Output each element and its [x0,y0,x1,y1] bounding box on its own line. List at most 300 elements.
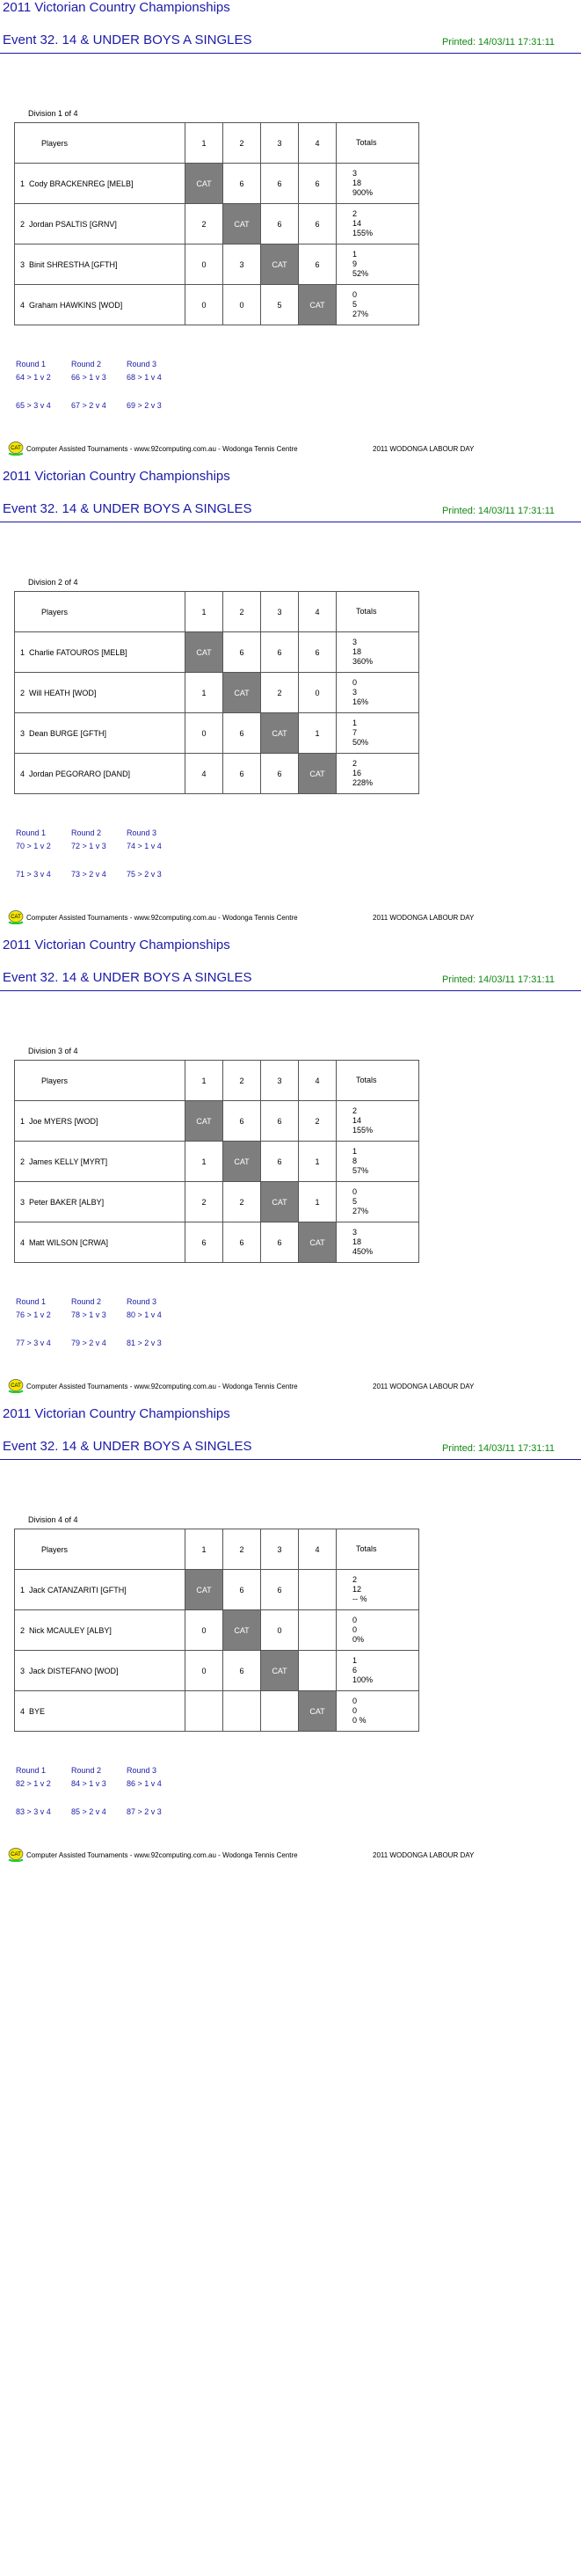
match-link[interactable]: 81 > 2 v 3 [127,1339,162,1347]
player-name [15,244,185,285]
round-heading: Round 2 [71,1297,102,1306]
match-link[interactable]: 72 > 1 v 3 [71,842,106,850]
score-cell: 6 [223,1651,261,1691]
player-row [15,164,419,204]
match-link[interactable]: 67 > 2 v 4 [71,401,106,410]
player-row [15,1142,419,1182]
score-cell: 6 [261,632,299,673]
total-percent: 27% [352,1207,369,1215]
totals-header: Totals [337,1529,419,1570]
score-cell: 6 [223,164,261,204]
self-cell: CAT [223,204,261,244]
player-name [15,713,185,754]
totals-cell [337,1142,419,1182]
page-footer [7,910,578,924]
match-link[interactable]: 65 > 3 v 4 [16,401,51,410]
page-title: 2011 Victorian Country Championships [3,1406,230,1421]
score-cell: 6 [261,1570,299,1610]
player-label: Jack CATANZARITI [GFTH] [29,1585,127,1594]
totals-cell [337,754,419,794]
score-cell: 0 [185,1651,223,1691]
player-label: Will HEATH [WOD] [29,688,97,697]
player-label: Cody BRACKENREG [MELB] [29,179,134,188]
player-label: Nick MCAULEY [ALBY] [29,1625,112,1635]
round-robin-table [14,1529,419,1732]
score-cell: 6 [261,1101,299,1142]
player-number: 2 [20,1157,25,1166]
match-link[interactable]: 79 > 2 v 4 [71,1339,106,1347]
match-link[interactable]: 66 > 1 v 3 [71,373,106,382]
col-header: 1 [185,1529,223,1570]
totals-cell [337,1570,419,1610]
totals-header: Totals [337,123,419,164]
self-cell: CAT [299,1222,337,1263]
footer-event: 2011 WODONGA LABOUR DAY [373,1383,475,1390]
player-name [15,164,185,204]
player-row [15,673,419,713]
cat-logo [7,1848,25,1862]
score-cell [299,1651,337,1691]
score-cell: 0 [299,673,337,713]
total-percent: 900% [352,188,374,197]
score-cell: 5 [261,285,299,325]
round-heading: Round 2 [71,828,102,837]
player-label: Jordan PSALTIS [GRNV] [29,219,117,229]
total-games: 5 [352,300,358,309]
player-row [15,244,419,285]
footer-text: Computer Assisted Tournaments - www.92computing.com.au - Wodonga Tennis Centre [26,445,298,453]
match-link[interactable]: 69 > 2 v 3 [127,401,162,410]
table-header-row [15,123,419,164]
player-label: Matt WILSON [CRWA] [29,1237,109,1247]
total-games: 5 [352,1197,358,1206]
col-header: 1 [185,592,223,632]
total-percent: 50% [352,738,369,747]
player-row [15,285,419,325]
self-cell: CAT [223,1610,261,1651]
player-number: 2 [20,688,25,697]
player-label: Charlie FATOUROS [MELB] [29,647,127,657]
division-label: Division 4 of 4 [28,1515,78,1524]
totals-header: Totals [337,1061,419,1101]
self-cell: CAT [299,754,337,794]
score-cell: 6 [223,713,261,754]
players-header: Players [15,1529,185,1570]
player-row [15,1222,419,1263]
score-cell: 6 [299,632,337,673]
round-heading: Round 1 [16,1297,47,1306]
col-header: 2 [223,1529,261,1570]
header-rule [0,1459,581,1460]
score-cell: 4 [185,754,223,794]
total-wins: 3 [352,1228,358,1237]
player-number: 4 [20,1237,25,1247]
total-games: 9 [352,259,358,268]
cat-logo [7,441,25,456]
totals-cell [337,1182,419,1222]
player-name [15,1610,185,1651]
score-cell: 6 [223,1570,261,1610]
player-number: 3 [20,1197,25,1207]
total-percent: 16% [352,697,369,706]
round-heading: Round 1 [16,828,47,837]
totals-cell [337,1101,419,1142]
match-link[interactable]: 73 > 2 v 4 [71,870,106,879]
players-header: Players [15,592,185,632]
player-row [15,1101,419,1142]
col-header: 2 [223,123,261,164]
score-cell: 0 [185,285,223,325]
cat-logo-text: CAT [11,1852,21,1857]
col-header: 3 [261,1529,299,1570]
player-number: 1 [20,1585,25,1594]
player-name [15,1570,185,1610]
score-cell: 0 [261,1610,299,1651]
score-cell: 2 [299,1101,337,1142]
totals-cell [337,713,419,754]
page-title: 2011 Victorian Country Championships [3,469,230,484]
col-header: 4 [299,1529,337,1570]
player-row [15,713,419,754]
total-percent: 52% [352,269,369,278]
total-percent: 155% [352,229,374,237]
score-cell: 2 [185,204,223,244]
player-row [15,632,419,673]
table-header-row [15,1061,419,1101]
total-percent: 27% [352,310,369,318]
event-title: Event 32. 14 & UNDER BOYS A SINGLES [3,33,252,47]
player-name [15,754,185,794]
page-footer [7,1848,578,1862]
total-wins: 0 [352,678,358,687]
self-cell: CAT [261,1651,299,1691]
score-cell: 6 [299,204,337,244]
match-link[interactable]: 70 > 1 v 2 [16,842,51,850]
division-page-3 [0,938,581,1406]
player-label: Peter BAKER [ALBY] [29,1197,105,1207]
player-name [15,673,185,713]
col-header: 3 [261,1061,299,1101]
footer-text: Computer Assisted Tournaments - www.92computing.com.au - Wodonga Tennis Centre [26,914,298,922]
match-link[interactable]: 78 > 1 v 3 [71,1310,106,1319]
header-rule [0,990,581,991]
total-percent: -- % [352,1594,367,1603]
totals-cell [337,1691,419,1732]
player-number: 2 [20,1625,25,1635]
total-games: 16 [352,769,362,777]
footer-event: 2011 WODONGA LABOUR DAY [373,914,475,922]
totals-cell [337,204,419,244]
cat-logo-text: CAT [11,1383,21,1389]
match-link[interactable]: 80 > 1 v 4 [127,1310,162,1319]
players-header: Players [15,123,185,164]
total-percent: 228% [352,778,374,787]
player-row [15,1610,419,1651]
total-percent: 57% [352,1166,369,1175]
player-number: 4 [20,1706,25,1716]
printed-timestamp: Printed: 14/03/11 17:31:11 [441,974,555,985]
cat-logo [7,910,25,924]
score-cell: 6 [261,1142,299,1182]
total-games: 18 [352,647,362,656]
player-number: 1 [20,647,25,657]
totals-cell [337,285,419,325]
total-percent: 100% [352,1675,374,1684]
player-number: 4 [20,769,25,778]
round-heading: Round 2 [71,1766,102,1775]
score-cell: 6 [261,204,299,244]
round-heading: Round 2 [71,360,102,369]
match-link[interactable]: 68 > 1 v 4 [127,373,162,382]
score-cell: 0 [223,285,261,325]
total-percent: 0% [352,1635,365,1644]
player-name [15,1101,185,1142]
col-header: 4 [299,592,337,632]
score-cell: 2 [185,1182,223,1222]
match-link[interactable]: 87 > 2 v 3 [127,1807,162,1816]
match-link[interactable]: 84 > 1 v 3 [71,1779,106,1788]
total-wins: 0 [352,1187,358,1196]
round-robin-table [14,1060,419,1263]
total-games: 0 [352,1625,358,1634]
self-cell: CAT [261,713,299,754]
totals-cell [337,632,419,673]
total-games: 18 [352,1237,362,1246]
round-heading: Round 3 [127,1766,157,1775]
score-cell: 6 [223,1101,261,1142]
player-label: James KELLY [MYRT] [29,1157,108,1166]
printed-timestamp: Printed: 14/03/11 17:31:11 [441,506,555,516]
score-cell: 2 [261,673,299,713]
footer-text: Computer Assisted Tournaments - www.92computing.com.au - Wodonga Tennis Centre [26,1851,298,1859]
score-cell: 1 [185,673,223,713]
player-label: Binit SHRESTHA [GFTH] [29,259,118,269]
self-cell: CAT [299,1691,337,1732]
total-games: 18 [352,179,362,187]
printed-timestamp: Printed: 14/03/11 17:31:11 [441,37,555,47]
player-name [15,285,185,325]
total-wins: 0 [352,1697,358,1705]
score-cell [261,1691,299,1732]
total-games: 6 [352,1666,358,1675]
score-cell: 1 [299,1142,337,1182]
player-row [15,204,419,244]
total-percent: 155% [352,1126,374,1135]
player-label: Jack DISTEFANO [WOD] [29,1666,119,1675]
total-wins: 2 [352,759,358,768]
player-name [15,632,185,673]
division-label: Division 3 of 4 [28,1047,78,1055]
total-games: 0 [352,1706,358,1715]
score-cell [185,1691,223,1732]
self-cell: CAT [223,1142,261,1182]
match-link[interactable]: 75 > 2 v 3 [127,870,162,879]
division-page-1 [0,0,581,469]
col-header: 2 [223,1061,261,1101]
round-heading: Round 3 [127,1297,157,1306]
self-cell: CAT [185,632,223,673]
self-cell: CAT [261,244,299,285]
self-cell: CAT [223,673,261,713]
cat-logo-text: CAT [11,915,21,920]
match-link[interactable]: 83 > 3 v 4 [16,1807,51,1816]
cat-logo [7,1379,25,1393]
players-header: Players [15,1061,185,1101]
score-cell [299,1610,337,1651]
total-wins: 2 [352,209,358,218]
total-games: 12 [352,1585,362,1594]
player-number: 3 [20,1666,25,1675]
event-title: Event 32. 14 & UNDER BOYS A SINGLES [3,970,252,985]
player-name [15,1651,185,1691]
score-cell: 6 [299,164,337,204]
total-games: 7 [352,728,358,737]
self-cell: CAT [185,164,223,204]
score-cell: 6 [223,632,261,673]
player-number: 1 [20,179,25,188]
round-heading: Round 1 [16,1766,47,1775]
player-name [15,1691,185,1732]
division-page-4 [0,1406,581,1875]
player-number: 2 [20,219,25,229]
score-cell: 0 [185,1610,223,1651]
totals-cell [337,673,419,713]
round-heading: Round 1 [16,360,47,369]
match-link[interactable]: 74 > 1 v 4 [127,842,162,850]
match-link[interactable]: 76 > 1 v 2 [16,1310,51,1319]
player-number: 3 [20,728,25,738]
footer-event: 2011 WODONGA LABOUR DAY [373,1851,475,1859]
total-wins: 2 [352,1106,358,1115]
division-page-2 [0,469,581,938]
player-number: 1 [20,1116,25,1126]
total-games: 3 [352,688,358,697]
totals-cell [337,1610,419,1651]
player-row [15,754,419,794]
total-wins: 1 [352,719,358,727]
player-row [15,1570,419,1610]
score-cell: 6 [223,754,261,794]
total-wins: 3 [352,638,358,646]
total-wins: 3 [352,169,358,178]
player-number: 3 [20,259,25,269]
score-cell: 6 [261,754,299,794]
score-cell: 6 [261,1222,299,1263]
total-percent: 450% [352,1247,374,1256]
self-cell: CAT [185,1570,223,1610]
match-link[interactable]: 77 > 3 v 4 [16,1339,51,1347]
footer-text: Computer Assisted Tournaments - www.92computing.com.au - Wodonga Tennis Centre [26,1383,298,1390]
score-cell: 1 [299,1182,337,1222]
self-cell: CAT [299,285,337,325]
score-cell: 2 [223,1182,261,1222]
self-cell: CAT [185,1101,223,1142]
total-wins: 1 [352,250,358,259]
match-link[interactable]: 64 > 1 v 2 [16,373,51,382]
match-link[interactable]: 71 > 3 v 4 [16,870,51,879]
player-row [15,1182,419,1222]
player-name [15,1182,185,1222]
footer-event: 2011 WODONGA LABOUR DAY [373,445,475,453]
total-wins: 1 [352,1656,358,1665]
total-wins: 2 [352,1575,358,1584]
page-title: 2011 Victorian Country Championships [3,0,230,15]
total-wins: 1 [352,1147,358,1156]
col-header: 4 [299,123,337,164]
score-cell: 0 [185,713,223,754]
player-row [15,1651,419,1691]
totals-cell [337,164,419,204]
total-games: 14 [352,219,362,228]
page-footer [7,441,578,456]
player-name [15,1142,185,1182]
totals-cell [337,244,419,285]
total-games: 8 [352,1157,358,1165]
col-header: 4 [299,1061,337,1101]
col-header: 2 [223,592,261,632]
col-header: 3 [261,123,299,164]
score-cell: 1 [185,1142,223,1182]
total-wins: 0 [352,290,358,299]
round-heading: Round 3 [127,828,157,837]
player-label: Graham HAWKINS [WOD] [29,300,123,310]
event-title: Event 32. 14 & UNDER BOYS A SINGLES [3,501,252,516]
score-cell: 6 [185,1222,223,1263]
totals-header: Totals [337,592,419,632]
score-cell: 6 [261,164,299,204]
match-link[interactable]: 86 > 1 v 4 [127,1779,162,1788]
col-header: 1 [185,123,223,164]
header-rule [0,53,581,54]
player-row [15,1691,419,1732]
player-number: 4 [20,300,25,310]
match-link[interactable]: 82 > 1 v 2 [16,1779,51,1788]
page-footer [7,1379,578,1393]
player-label: Dean BURGE [GFTH] [29,728,107,738]
player-label: Joe MYERS [WOD] [29,1116,98,1126]
match-link[interactable]: 85 > 2 v 4 [71,1807,106,1816]
player-label: Jordan PEGORARO [DAND] [29,769,131,778]
score-cell [299,1570,337,1610]
round-robin-table [14,122,419,325]
division-label: Division 2 of 4 [28,578,78,587]
player-name [15,1222,185,1263]
player-name [15,204,185,244]
event-title: Event 32. 14 & UNDER BOYS A SINGLES [3,1439,252,1454]
col-header: 3 [261,592,299,632]
total-wins: 0 [352,1616,358,1624]
total-percent: 360% [352,657,374,666]
score-cell [223,1691,261,1732]
col-header: 1 [185,1061,223,1101]
table-header-row [15,1529,419,1570]
cat-logo-text: CAT [11,446,21,451]
table-header-row [15,592,419,632]
page-title: 2011 Victorian Country Championships [3,938,230,952]
score-cell: 3 [223,244,261,285]
round-robin-table [14,591,419,794]
round-heading: Round 3 [127,360,157,369]
player-label: BYE [29,1706,46,1716]
division-label: Division 1 of 4 [28,109,78,118]
self-cell: CAT [261,1182,299,1222]
printed-timestamp: Printed: 14/03/11 17:31:11 [441,1443,555,1454]
totals-cell [337,1222,419,1263]
score-cell: 1 [299,713,337,754]
total-games: 14 [352,1116,362,1125]
score-cell: 6 [223,1222,261,1263]
totals-cell [337,1651,419,1691]
